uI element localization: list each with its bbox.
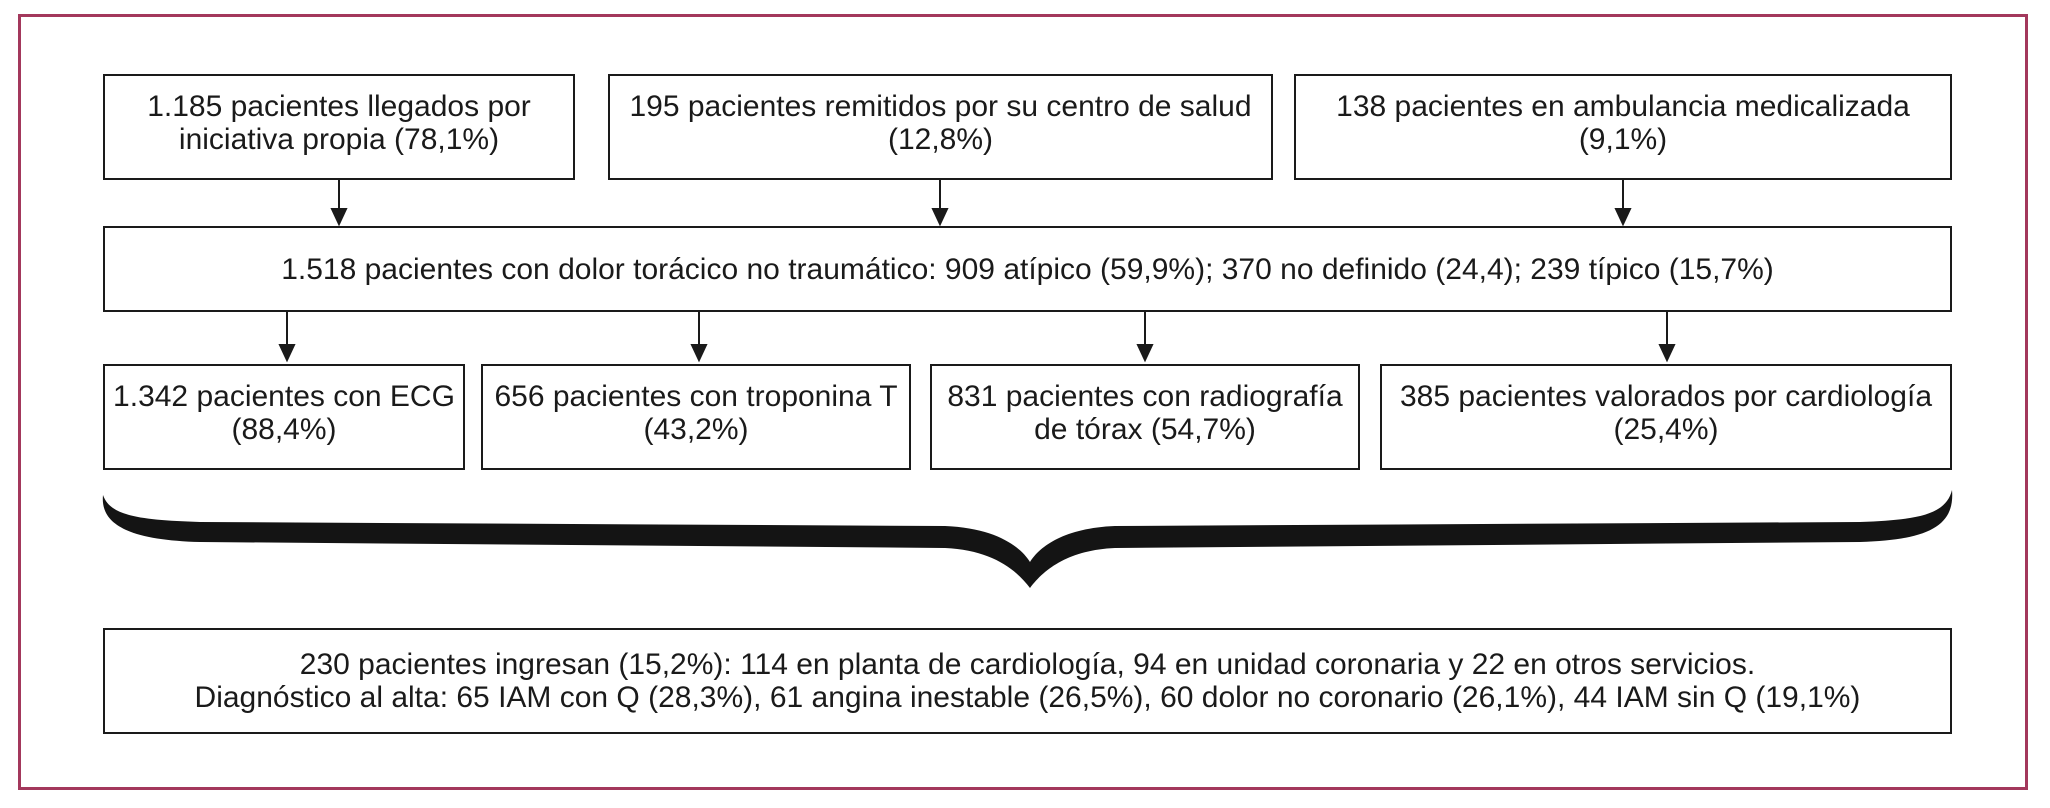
arrowhead-total-to-rx	[1138, 345, 1152, 360]
outcome-box	[103, 628, 1952, 734]
total-patients-box	[103, 226, 1952, 312]
box-line: 1.342 pacientes con ECG	[113, 380, 455, 413]
box-line: 1.185 pacientes llegados por	[147, 90, 531, 123]
test-box-ecg	[103, 364, 465, 470]
box-line: 831 pacientes con radiografía	[947, 380, 1343, 413]
source-box-own-initiative	[103, 74, 575, 180]
source-box-health-center	[608, 74, 1273, 180]
box-line: 385 pacientes valorados por cardiología	[1399, 380, 1933, 413]
arrowhead-right-to-total	[1616, 209, 1630, 224]
box-line: (9,1%)	[1578, 123, 1668, 156]
box-line: (12,8%)	[887, 123, 994, 156]
box-line: 138 pacientes en ambulancia medicalizada	[1336, 90, 1910, 123]
curly-brace	[103, 490, 1952, 588]
arrowhead-total-to-card	[1660, 345, 1674, 360]
box-line: de tórax (54,7%)	[1034, 413, 1256, 446]
box-line: (43,2%)	[643, 413, 749, 446]
test-box-cardiology	[1380, 364, 1952, 470]
box-line: iniciativa propia (78,1%)	[178, 123, 500, 156]
arrowhead-total-to-trop	[692, 345, 706, 360]
test-box-chest-xray	[930, 364, 1360, 470]
box-line: (88,4%)	[231, 413, 337, 446]
box-line: 230 pacientes ingresan (15,2%): 114 en planta de cardiología, 94 en unidad coronaria y 22 en otros servicios.	[299, 648, 1756, 681]
box-line: 656 pacientes con troponina T	[494, 380, 898, 413]
arrowhead-total-to-ecg	[280, 345, 294, 360]
box-line: 1.518 pacientes con dolor torácico no traumático: 909 atípico (59,9%); 370 no definido (24,4); 239 típico (15,7%)	[281, 252, 1774, 286]
box-line: 195 pacientes remitidos por su centro de salud	[629, 90, 1252, 123]
test-box-troponin	[481, 364, 911, 470]
source-box-ambulance	[1294, 74, 1952, 180]
box-line: (25,4%)	[1613, 413, 1719, 446]
box-line: Diagnóstico al alta: 65 IAM con Q (28,3%), 61 angina inestable (26,5%), 60 dolor no coronario (26,1%), 44 IAM sin Q (19,1%)	[194, 681, 1861, 714]
arrowhead-left-to-total	[332, 209, 346, 224]
arrowhead-mid-to-total	[933, 209, 947, 224]
